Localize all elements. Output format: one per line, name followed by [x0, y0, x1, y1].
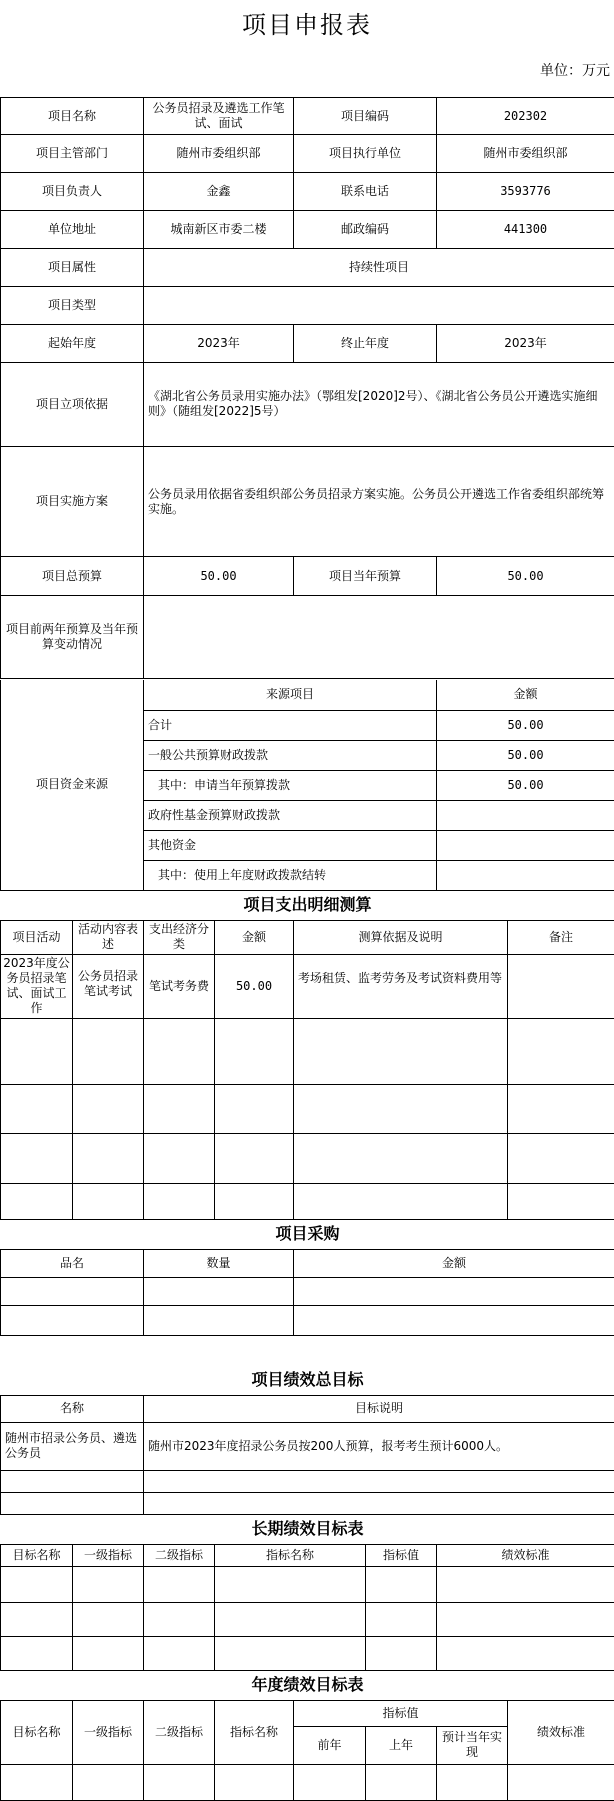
perf-total-table [0, 1365, 614, 1515]
expense-header: 金额 [215, 920, 294, 954]
perf-total-name: 随州市招录公务员、遴选公务员 [1, 1422, 144, 1470]
table-row [1, 1018, 614, 1084]
table-row [1, 1305, 614, 1335]
label-basis: 项目立项依据 [1, 363, 144, 447]
value-exec-unit: 随州市委组织部 [437, 135, 614, 173]
page-title: 项目申报表 [242, 11, 372, 39]
expense-basis: 考场租赁、监考劳务及考试资料费用等 [294, 954, 508, 1018]
funding-row-name: 其中：使用上年度财政拨款结转 [144, 860, 437, 890]
funding-row-amount: 50.00 [437, 740, 614, 770]
table-row [1, 1183, 614, 1219]
label-start-year: 起始年度 [1, 325, 144, 363]
project-info-table [0, 97, 614, 679]
funding-table [0, 680, 614, 891]
annual-header: 一级指标 [73, 1700, 144, 1764]
expense-note [508, 954, 614, 1018]
value-dept: 随州市委组织部 [144, 135, 294, 173]
label-exec-unit: 项目执行单位 [294, 135, 437, 173]
value-address: 城南新区市委二楼 [144, 211, 294, 249]
annual-subheader: 前年 [294, 1726, 366, 1764]
annual-header: 二级指标 [144, 1700, 215, 1764]
long-term-header: 二级指标 [144, 1544, 215, 1566]
funding-row-amount [437, 860, 614, 890]
funding-row-amount [437, 830, 614, 860]
label-type: 项目类型 [1, 287, 144, 325]
funding-row-name: 其他资金 [144, 830, 437, 860]
label-funding-source: 项目资金来源 [1, 680, 144, 890]
expense-table [0, 890, 614, 1220]
section-title-procurement: 项目采购 [1, 1219, 614, 1249]
label-attribute: 项目属性 [1, 249, 144, 287]
table-row [1, 1422, 614, 1470]
value-project-name: 公务员招录及遴选工作笔试、面试 [144, 98, 294, 135]
label-project-code: 项目编码 [294, 98, 437, 135]
long-term-header: 一级指标 [73, 1544, 144, 1566]
long-term-header: 目标名称 [1, 1544, 73, 1566]
annual-subheader: 预计当年实现 [437, 1726, 508, 1764]
value-plan: 公务员录用依据省委组织部公务员招录方案实施。公务员公开遴选工作省委组织部统筹实施。 [144, 447, 614, 557]
label-year-budget: 项目当年预算 [294, 557, 437, 596]
funding-header-amount: 金额 [437, 680, 614, 710]
annual-subheader: 上年 [366, 1726, 437, 1764]
annual-header: 指标名称 [215, 1700, 294, 1764]
expense-content: 公务员招录笔试考试 [73, 954, 144, 1018]
procurement-table [0, 1219, 614, 1336]
section-title-perf-total: 项目绩效总目标 [1, 1365, 614, 1395]
section-title-expense: 项目支出明细测算 [1, 890, 614, 920]
value-project-code: 202302 [437, 98, 614, 135]
perf-total-desc: 随州市2023年度招录公务员按200人预算，报考考生预计6000人。 [144, 1422, 614, 1470]
value-total-budget: 50.00 [144, 557, 294, 596]
expense-amount: 50.00 [215, 954, 294, 1018]
value-budget-change [144, 596, 614, 679]
procurement-header: 数量 [144, 1249, 294, 1277]
label-budget-change: 项目前两年预算及当年预算变动情况 [1, 596, 144, 679]
annual-table [0, 1670, 614, 1801]
label-leader: 项目负责人 [1, 173, 144, 211]
value-end-year: 2023年 [437, 325, 614, 363]
value-start-year: 2023年 [144, 325, 294, 363]
table-row [1, 954, 614, 1018]
section-title-annual: 年度绩效目标表 [1, 1670, 614, 1700]
expense-header: 项目活动 [1, 920, 73, 954]
value-year-budget: 50.00 [437, 557, 614, 596]
annual-header: 指标值 [294, 1700, 508, 1726]
funding-row-name: 一般公共预算财政拨款 [144, 740, 437, 770]
long-term-header: 绩效标准 [437, 1544, 614, 1566]
perf-total-header: 名称 [1, 1395, 144, 1422]
label-project-name: 项目名称 [1, 98, 144, 135]
long-term-header: 指标值 [366, 1544, 437, 1566]
long-term-header: 指标名称 [215, 1544, 366, 1566]
label-plan: 项目实施方案 [1, 447, 144, 557]
table-row [1, 1602, 614, 1636]
expense-activity: 2023年度公务员招录笔试、面试工作 [1, 954, 73, 1018]
funding-row-name: 政府性基金预算财政拨款 [144, 800, 437, 830]
table-row [1, 1636, 614, 1670]
label-address: 单位地址 [1, 211, 144, 249]
value-type [144, 287, 614, 325]
table-row [1, 1277, 614, 1305]
value-zip: 441300 [437, 211, 614, 249]
funding-header-source: 来源项目 [144, 680, 437, 710]
section-title-long-term: 长期绩效目标表 [1, 1514, 614, 1544]
label-dept: 项目主管部门 [1, 135, 144, 173]
value-basis: 《湖北省公务员录用实施办法》（鄂组发[2020]2号）、《湖北省公务员公开遴选实施细则》（随组发[2022]5号） [144, 363, 614, 447]
label-zip: 邮政编码 [294, 211, 437, 249]
annual-header: 绩效标准 [508, 1700, 614, 1764]
table-row [1, 1470, 614, 1492]
expense-category: 笔试考务费 [144, 954, 215, 1018]
value-phone: 3593776 [437, 173, 614, 211]
value-leader: 金鑫 [144, 173, 294, 211]
label-phone: 联系电话 [294, 173, 437, 211]
perf-total-header: 目标说明 [144, 1395, 614, 1422]
expense-header: 测算依据及说明 [294, 920, 508, 954]
long-term-table [0, 1514, 614, 1671]
label-total-budget: 项目总预算 [1, 557, 144, 596]
expense-header: 支出经济分类 [144, 920, 215, 954]
funding-row-amount [437, 800, 614, 830]
table-row [1, 1133, 614, 1183]
funding-row-name: 其中：申请当年预算拨款 [144, 770, 437, 800]
funding-row-name: 合计 [144, 710, 437, 740]
expense-header: 备注 [508, 920, 614, 954]
expense-header: 活动内容表述 [73, 920, 144, 954]
funding-row-amount: 50.00 [437, 770, 614, 800]
funding-row-amount: 50.00 [437, 710, 614, 740]
table-row [1, 1566, 614, 1602]
table-row [1, 1084, 614, 1133]
label-end-year: 终止年度 [294, 325, 437, 363]
value-attribute: 持续性项目 [144, 249, 614, 287]
procurement-header: 品名 [1, 1249, 144, 1277]
table-row [1, 1764, 614, 1800]
annual-header: 目标名称 [1, 1700, 73, 1764]
procurement-header: 金额 [294, 1249, 614, 1277]
unit-label: 单位：万元 [540, 63, 610, 79]
table-row [1, 1492, 614, 1514]
